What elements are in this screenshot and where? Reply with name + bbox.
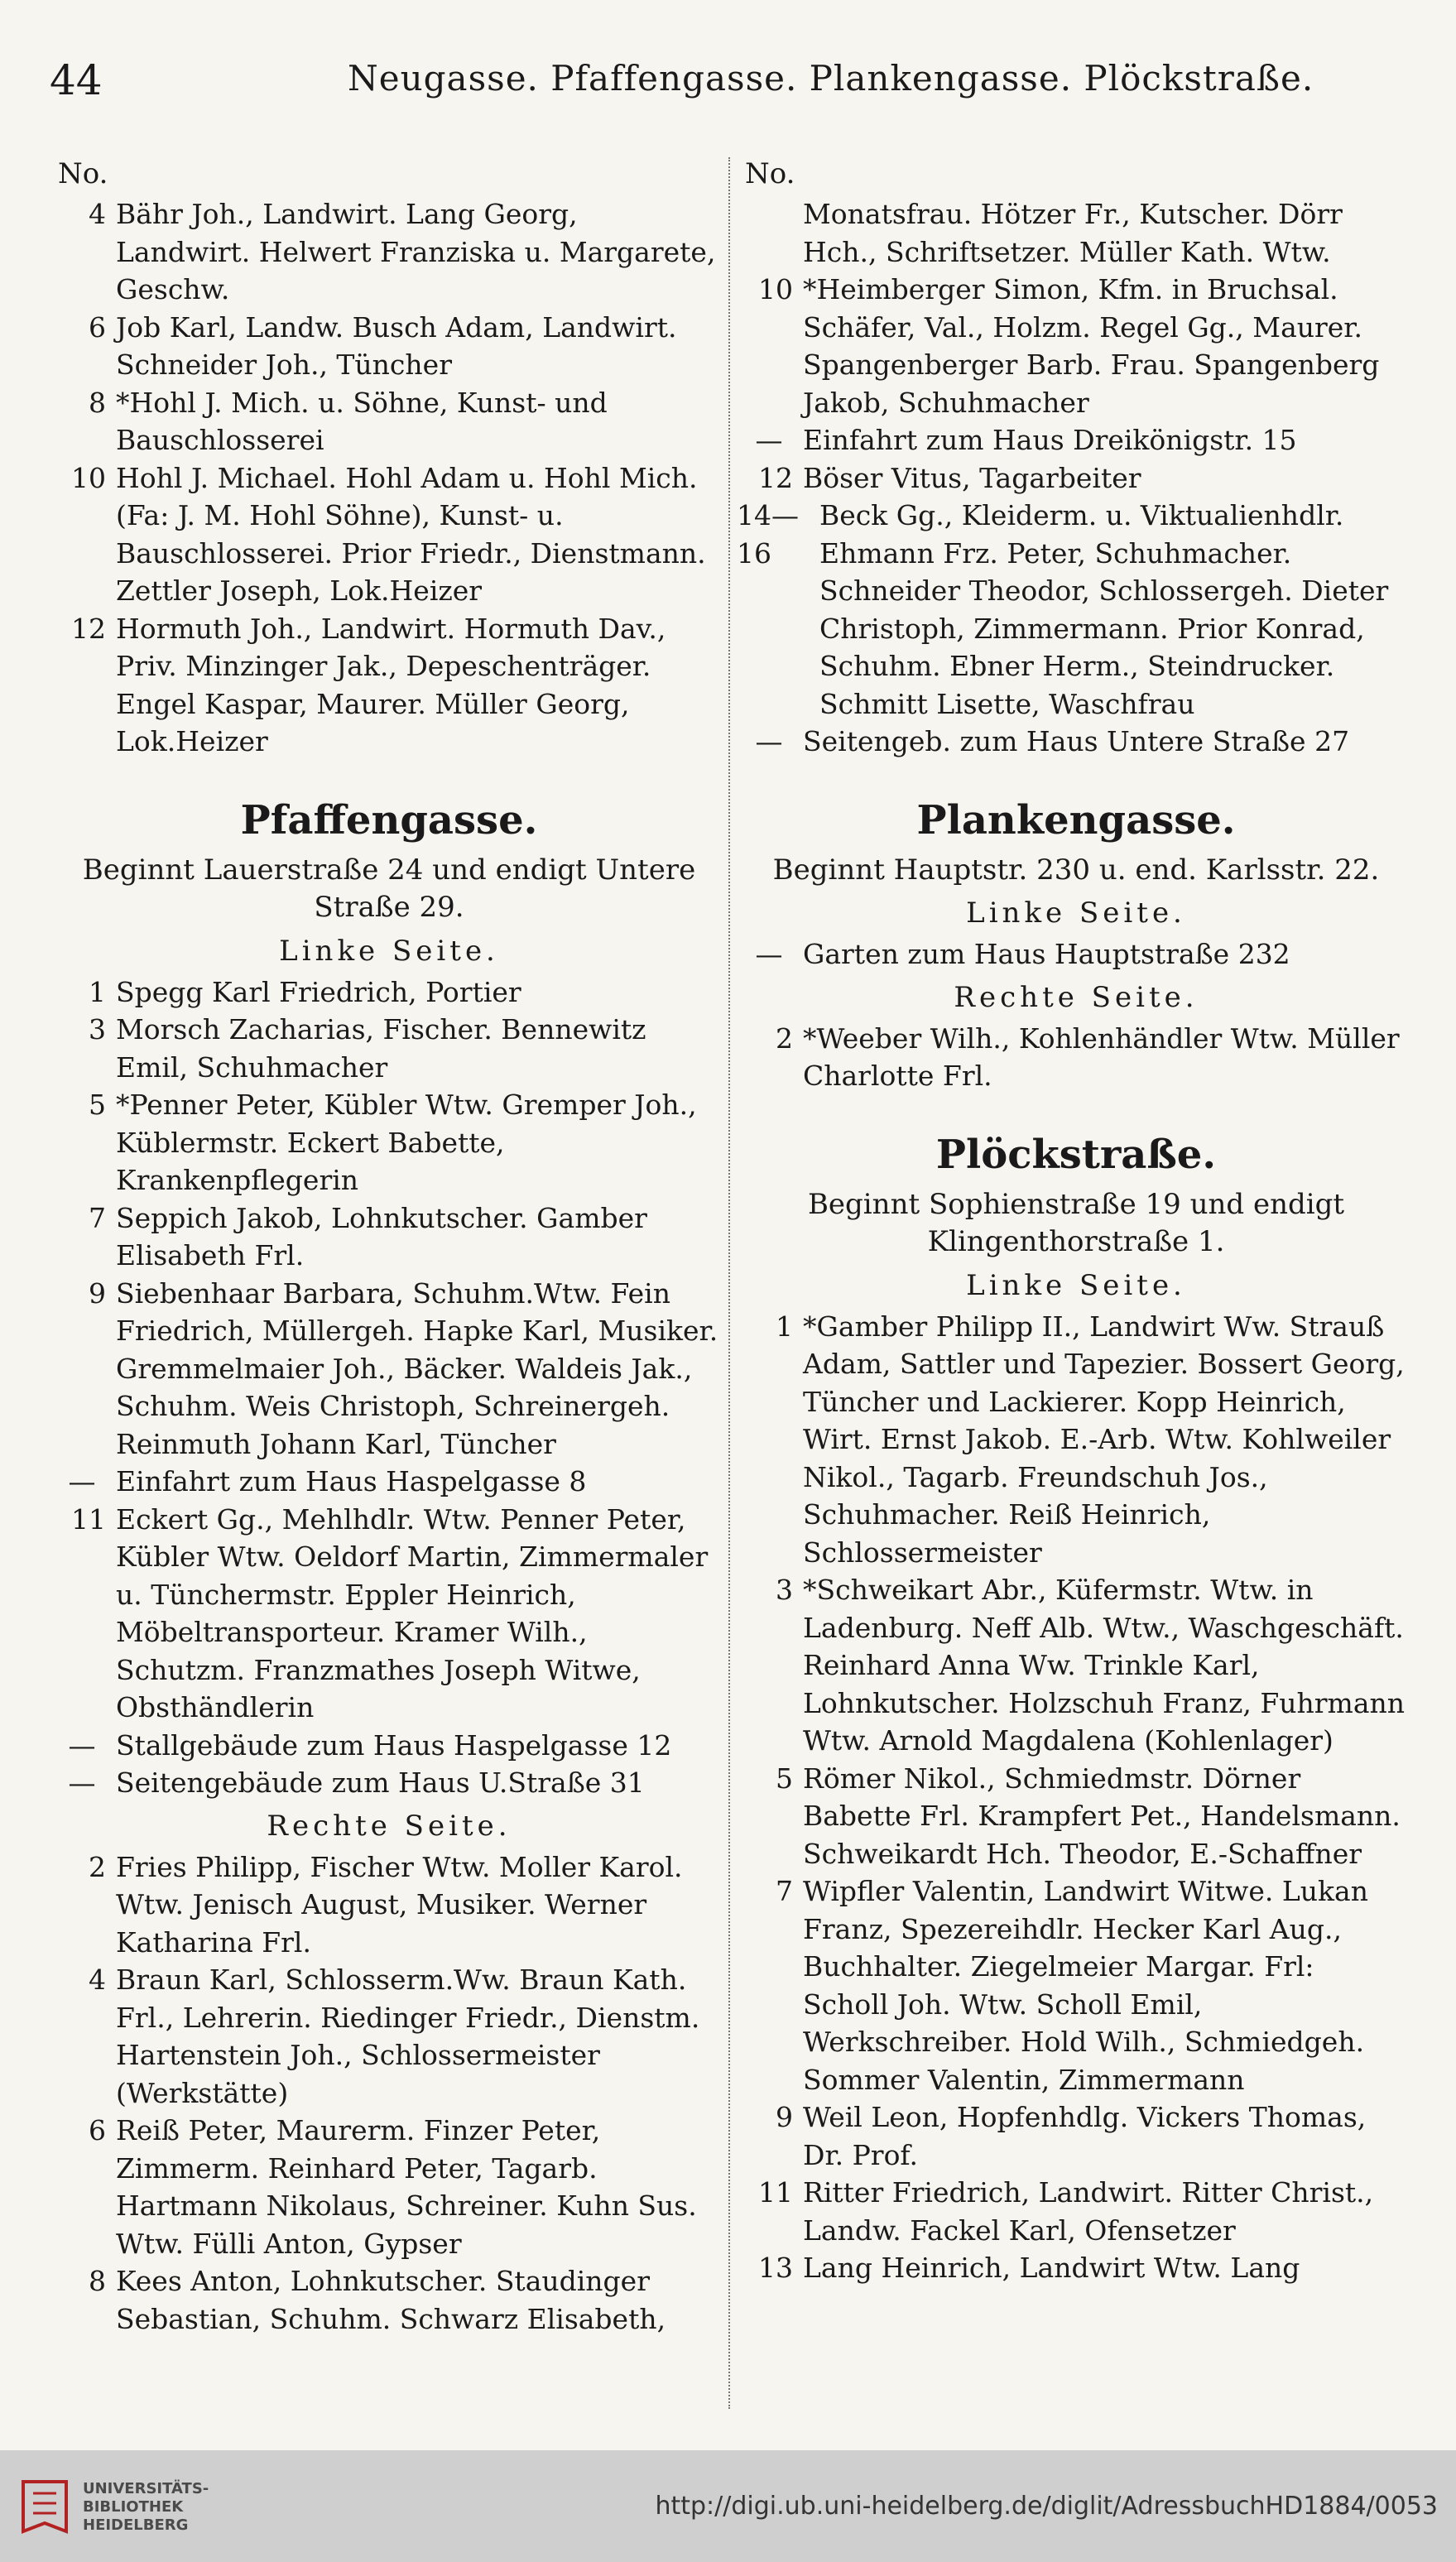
list-item [58,1727,720,1765]
house-number: 5 [89,1089,106,1121]
list-item [58,459,720,610]
running-title: Neugasse. Pfaffengasse. Plankengasse. Plöckstraße. [348,58,1314,99]
street-heading: Pfaffengasse. [240,796,538,844]
house-number: — [755,424,783,456]
entry-text: Seitengebäude zum Haus U.Straße 31 [116,1766,645,1799]
entry-text: Monatsfrau. Hötzer Fr., Kutscher. Dörr Hch., Schriftsetzer. Müller Kath. Wtw. [803,198,1343,268]
house-number: 8 [89,386,106,419]
street-description: Beginnt Hauptstr. 230 u. end. Karlsstr. 22. [772,853,1380,887]
house-number: 13 [758,2252,793,2284]
house-number: 2 [776,1021,793,1055]
logo-line: HEIDELBERG [83,2516,189,2534]
entry-text: Ritter Friedrich, Landwirt. Ritter Christ., Landw. Fackel Karl, Ofensetzer [803,2176,1374,2247]
left-column [58,157,720,2338]
list-item [58,1011,720,1086]
house-number: 7 [776,1875,793,1907]
house-number: 9 [776,2101,793,2133]
entry-text: Spegg Karl Friedrich, Portier [116,975,521,1008]
list-item [58,610,720,761]
street-heading: Plankengasse. [916,796,1236,844]
house-number: 12 [758,461,793,494]
entry-text: Stallgebäude zum Haus Haspelgasse 12 [116,1728,672,1762]
house-number: 1 [776,1310,793,1343]
list-item [58,384,720,459]
library-logo-icon [18,2473,71,2540]
side-heading: Rechte Seite. [267,1809,512,1843]
house-number: 10 [71,461,106,494]
side-heading: Linke Seite. [279,934,499,968]
street-description: Beginnt Sophienstraße 19 und endigt Klingenthorstraße 1. [807,1187,1345,1258]
entry-text: Böser Vitus, Tagarbeiter [803,461,1141,494]
house-number: — [755,725,783,757]
entry-text: Wipfler Valentin, Landwirt Witwe. Lukan Franz, Spezereihdlr. Hecker Karl Aug., Buchhalter. Ziegelmeier Margar. Frl: Scholl Joh. Wtw. Scholl Emil, Werkschreiber. Hold Wilh., Schmiedgeh. Sommer Valentin, Zimmermann [803,1875,1368,2096]
column-divider [728,157,730,2409]
list-item [58,1764,720,1802]
entry-text: Kees Anton, Lohnkutscher. Staudinger Sebastian, Schuhm. Schwarz Elisabeth, [116,2265,666,2335]
entry-text: Lang Heinrich, Landwirt Wtw. Lang [803,2252,1300,2284]
house-number: — [68,1766,96,1799]
list-item [58,195,720,309]
house-number: — [68,1728,96,1762]
house-number: 2 [89,1850,106,1883]
entry-text: Job Karl, Landw. Busch Adam, Landwirt. Schneider Joh., Tüncher [116,310,677,381]
street-description: Beginnt Lauerstraße 24 und endigt Untere Straße 29. [82,853,696,924]
list-item [745,1872,1407,2098]
viewer-footer [0,2450,1456,2562]
list-item [58,1961,720,2112]
house-number: 14—16 [737,499,799,570]
list-item [58,1199,720,1275]
logo-line: BIBLIOTHEK [83,2498,184,2516]
entry-text: Morsch Zacharias, Fischer. Bennewitz Emil, Schuhmacher [116,1013,646,1084]
list-item [58,1275,720,1464]
list-item [58,2112,720,2262]
house-number: 4 [89,198,106,230]
list-item [745,723,1407,761]
side-heading: Rechte Seite. [954,980,1199,1014]
house-number: 4 [89,1964,106,1996]
number-label: No. [58,157,108,190]
logo-line: UNIVERSITÄTS- [83,2480,209,2497]
list-item [58,1501,720,1727]
list-item [58,2262,720,2338]
side-heading: Linke Seite. [966,1268,1186,1302]
library-logo-text [83,2480,209,2535]
page-header [50,41,1424,108]
list-item [58,1848,720,1962]
entry-text: Fries Philipp, Fischer Wtw. Moller Karol. Wtw. Jenisch August, Musiker. Werner Katharina Frl. [116,1850,683,1959]
house-number: 12 [71,612,106,645]
house-number: 6 [89,2114,106,2146]
page-number: 44 [50,56,103,104]
entry-text: *Hohl J. Mich. u. Söhne, Kunst- und Bauschlosserei [116,386,608,456]
house-number: 11 [758,2176,793,2209]
list-item [745,2249,1407,2287]
house-number: 5 [776,1762,793,1795]
entry-text: Garten zum Haus Hauptstraße 232 [803,938,1290,970]
entry-text: Hormuth Joh., Landwirt. Hormuth Dav., Priv. Minzinger Jak., Depeschenträger. Engel Kaspar, Maurer. Müller Georg, Lok.Heizer [116,612,666,757]
list-item [745,1020,1407,1095]
side-heading: Linke Seite. [966,896,1186,930]
list-item [58,973,720,1012]
street-heading: Plöckstraße. [935,1131,1217,1178]
entry-text: Hohl J. Michael. Hohl Adam u. Hohl Mich. (Fa: J. M. Hohl Söhne), Kunst- u. Bauschlosserei. Prior Friedr., Dienstmann. Zettler Joseph, Lok.Heizer [116,461,706,607]
list-item [745,195,1407,271]
entry-text: Einfahrt zum Haus Dreikönigstr. 15 [803,424,1297,456]
list-item [745,1308,1407,1572]
list-item [745,2098,1407,2174]
entry-text: Eckert Gg., Mehlhdlr. Wtw. Penner Peter, Kübler Wtw. Oeldorf Martin, Zimmermaler u. Tünchermstr. Eppler Heinrich, Möbeltransporteur. Kramer Wilh., Schutzm. Franzmathes Joseph Witwe, Obsthändlerin [116,1502,709,1723]
list-item [745,1571,1407,1760]
entry-text: Römer Nikol., Schmiedmstr. Dörner Babette Frl. Krampfert Pet., Handelsmann. Schweikardt Hch. Theodor, E.-Schaffner [803,1762,1401,1870]
house-number: — [68,1465,96,1497]
entry-text: Braun Karl, Schlosserm.Ww. Braun Kath. Frl., Lehrerin. Riedinger Friedr., Dienstm. Hartenstein Joh., Schlossermeister (Werkstätte) [116,1964,700,2109]
source-url-link[interactable]: http://digi.ub.uni-heidelberg.de/diglit/AdressbuchHD1884/0053 [655,2492,1438,2521]
entry-text: Seitengeb. zum Haus Untere Straße 27 [803,725,1350,757]
house-number: 3 [776,1574,793,1606]
house-number: 10 [758,273,793,305]
entry-text: Bähr Joh., Landwirt. Lang Georg, Landwirt. Helwert Franziska u. Margarete, Geschw. [116,198,716,305]
entry-text: *Schweikart Abr., Küfermstr. Wtw. in Ladenburg. Neff Alb. Wtw., Waschgeschäft. Reinhard Anna Ww. Trinkle Karl, Lohnkutscher. Holzschuh Franz, Fuhrmann Wtw. Arnold Magdalena (Kohlenlager) [803,1574,1405,1757]
list-item [745,459,1407,497]
house-number: 8 [89,2265,106,2297]
entry-text: Weil Leon, Hopfenhdlg. Vickers Thomas, Dr. Prof. [803,2101,1367,2171]
list-item [745,271,1407,421]
number-label: No. [745,157,795,190]
house-number: 11 [71,1502,106,1536]
list-item [745,935,1407,973]
list-item [58,1463,720,1501]
right-column [737,157,1407,2287]
house-number: 6 [89,310,106,344]
entry-text: Reiß Peter, Maurerm. Finzer Peter, Zimmerm. Reinhard Peter, Tagarb. Hartmann Nikolaus, Schreiner. Kuhn Sus. Wtw. Fülli Anton, Gypser [116,2114,697,2260]
house-number: 1 [89,975,106,1008]
list-item [745,421,1407,459]
entry-text: *Penner Peter, Kübler Wtw. Gremper Joh., Küblermstr. Eckert Babette, Krankenpflegerin [116,1089,697,1196]
list-item [737,497,1407,723]
house-number: 3 [89,1013,106,1045]
list-item [58,1086,720,1199]
entry-text: *Gamber Philipp II., Landwirt Ww. Strauß Adam, Sattler und Tapezier. Bossert Georg, Tüncher und Lackierer. Kopp Heinrich, Wirt. Ernst Jakob. E.-Arb. Wtw. Kohlweiler Nikol., Tagarb. Freundschuh Jos., Schuhmacher. Reiß Heinrich, Schlossermeister [803,1310,1405,1569]
house-number: 7 [89,1201,106,1234]
entry-text: Einfahrt zum Haus Haspelgasse 8 [116,1465,587,1497]
entry-text: Siebenhaar Barbara, Schuhm.Wtw. Fein Friedrich, Müllergeh. Hapke Karl, Musiker. Gremmelmaier Joh., Bäcker. Waldeis Jak., Schuhm. Weis Christoph, Schreinergeh. Reinmuth Johann Karl, Tüncher [116,1276,718,1460]
entry-text: *Weeber Wilh., Kohlenhändler Wtw. Müller Charlotte Frl. [803,1021,1400,1092]
list-item [745,2174,1407,2249]
house-number: — [755,938,783,970]
list-item [745,1760,1407,1873]
entry-text: *Heimberger Simon, Kfm. in Bruchsal. Schäfer, Val., Holzm. Regel Gg., Maurer. Spangenberger Barb. Frau. Spangenberg Jakob, Schuhmacher [803,273,1380,419]
entry-text: Seppich Jakob, Lohnkutscher. Gamber Elisabeth Frl. [116,1201,647,1271]
house-number: 9 [89,1276,106,1310]
entry-text: Beck Gg., Kleiderm. u. Viktualienhdlr. Ehmann Frz. Peter, Schuhmacher. Schneider Theodor, Schlossergeh. Dieter Christoph, Zimmermann. Prior Konrad, Schuhm. Ebner Herm., Steindrucker. Schmitt Lisette, Waschfrau [819,499,1389,720]
list-item [58,309,720,384]
